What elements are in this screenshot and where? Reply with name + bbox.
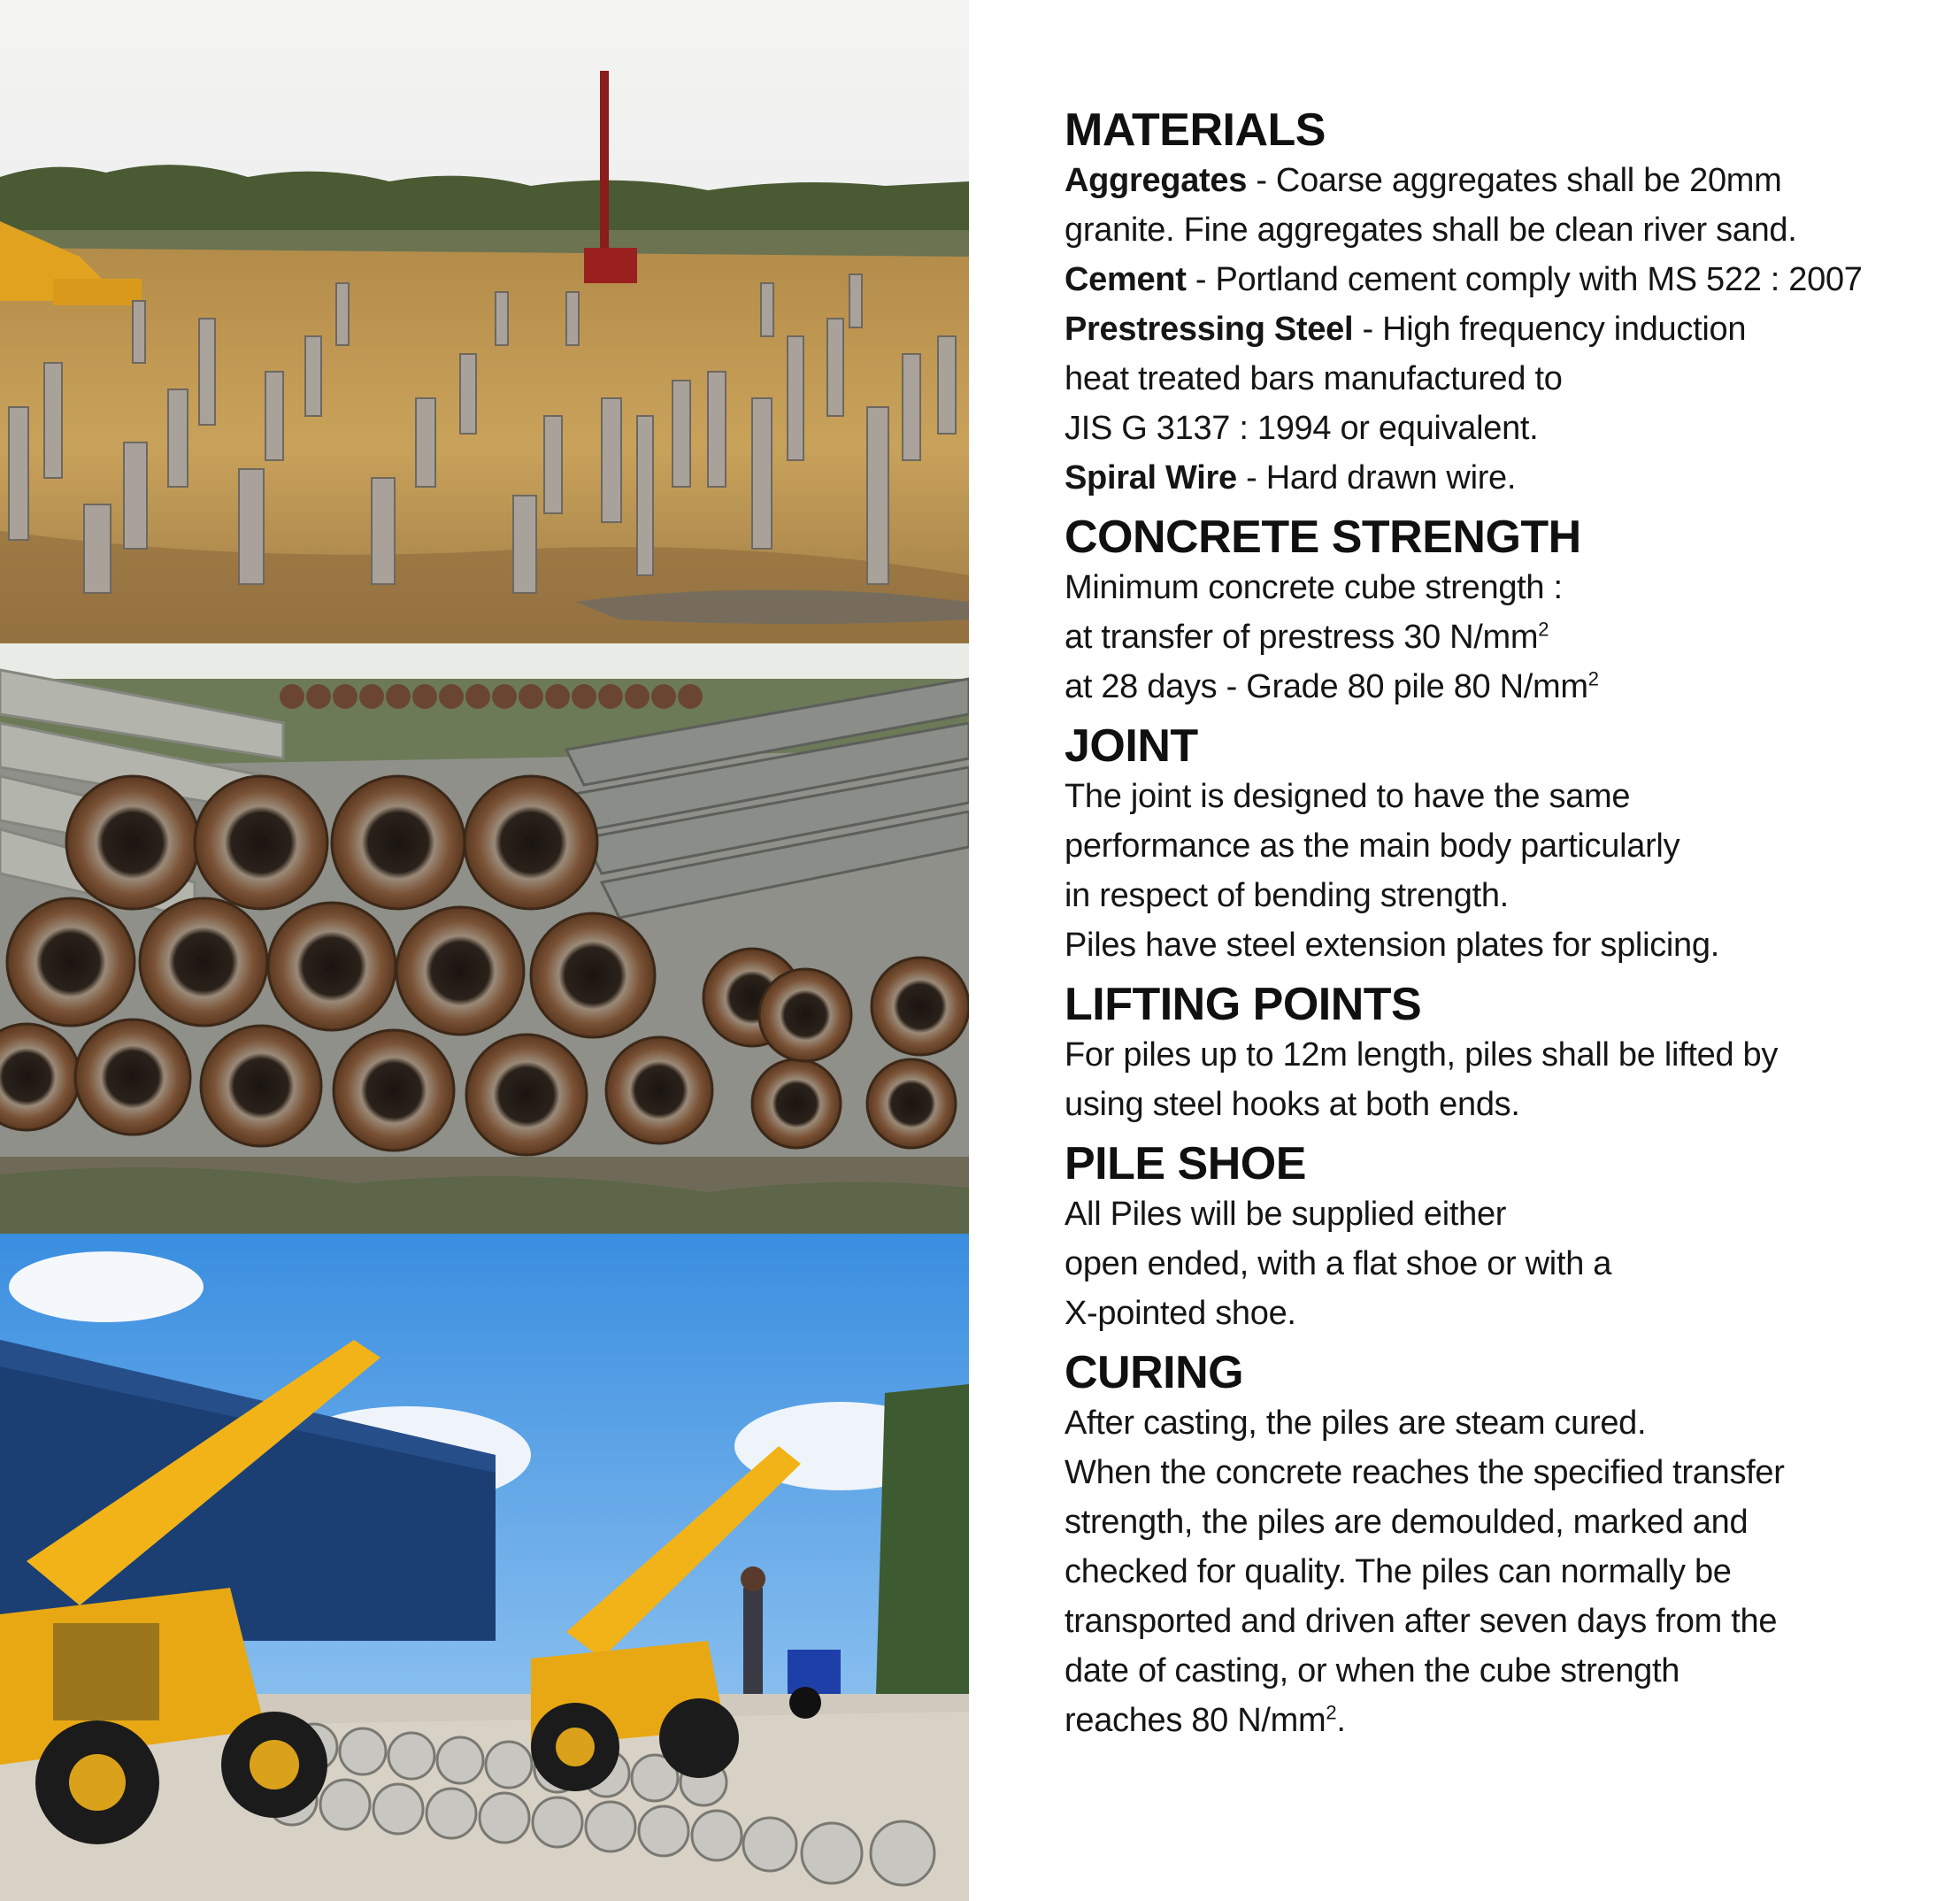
concrete-line-1: Minimum concrete cube strength : [1065, 569, 1563, 606]
wire-line [1065, 453, 1914, 503]
cement-text: - Portland cement comply with MS 522 : 2007 [1186, 261, 1863, 298]
pile-shoe-section [1065, 1138, 1914, 1338]
wire-term: Spiral Wire [1065, 459, 1237, 496]
curing-line-3: strength, the piles are demoulded, marked and [1065, 1504, 1749, 1541]
concrete-line-3-text: at 28 days - Grade 80 pile 80 N/mm [1065, 668, 1588, 705]
joint-line-3: in respect of bending strength. [1065, 877, 1509, 914]
steel-line-3: JIS G 3137 : 1994 or equivalent. [1065, 410, 1539, 447]
stacked-spun-piles-photo [0, 643, 969, 1234]
cement-line [1065, 255, 1914, 304]
superscript-2c: 2 [1326, 1701, 1337, 1724]
curing-line-2: When the concrete reaches the specified transfer [1065, 1454, 1785, 1491]
loaders-image [0, 1234, 969, 1901]
lifting-points-section [1065, 979, 1914, 1129]
aggregates-term: Aggregates [1065, 162, 1248, 199]
joint-section [1065, 720, 1914, 970]
specifications-text [1065, 104, 1914, 1754]
piling-site-image [0, 0, 969, 643]
shoe-line-2: open ended, with a flat shoe or with a [1065, 1245, 1612, 1282]
steel-term: Prestressing Steel [1065, 311, 1354, 348]
curing-section [1065, 1347, 1914, 1745]
steel-line-2: heat treated bars manufactured to [1065, 360, 1563, 397]
concrete-line-3 [1065, 662, 1914, 712]
lifting-line-2: using steel hooks at both ends. [1065, 1086, 1520, 1123]
pile-shoe-heading: PILE SHOE [1065, 1138, 1306, 1189]
curing-line-4: checked for quality. The piles can normally be [1065, 1553, 1732, 1590]
curing-line-7-end: . [1336, 1702, 1346, 1739]
curing-line-7 [1065, 1696, 1914, 1745]
concrete-line-2 [1065, 612, 1914, 662]
materials-section [1065, 104, 1914, 503]
shoe-line-3: X-pointed shoe. [1065, 1295, 1296, 1332]
joint-line-4: Piles have steel extension plates for splicing. [1065, 927, 1719, 964]
steel-line [1065, 304, 1914, 354]
superscript-2b: 2 [1587, 667, 1599, 690]
curing-line-5: transported and driven after seven days from the [1065, 1603, 1778, 1640]
piling-site-photo [0, 0, 969, 643]
wire-text: - Hard drawn wire. [1236, 459, 1517, 496]
pile-handling-loaders-photo [0, 1234, 969, 1901]
curing-line-6: date of casting, or when the cube strength [1065, 1652, 1680, 1689]
concrete-strength-section [1065, 512, 1914, 712]
joint-line-2: performance as the main body particularly [1065, 827, 1680, 865]
photo-column [0, 0, 969, 1901]
concrete-strength-heading: CONCRETE STRENGTH [1065, 512, 1581, 563]
lifting-line-1: For piles up to 12m length, piles shall be lifted by [1065, 1036, 1779, 1074]
curing-heading: CURING [1065, 1347, 1244, 1398]
materials-heading: MATERIALS [1065, 104, 1326, 156]
aggregates-line [1065, 156, 1914, 205]
lifting-points-heading: LIFTING POINTS [1065, 979, 1422, 1030]
shoe-line-1: All Piles will be supplied either [1065, 1196, 1507, 1233]
joint-heading: JOINT [1065, 720, 1198, 772]
aggregates-line-2: granite. Fine aggregates shall be clean river sand. [1065, 212, 1797, 249]
concrete-line-2-text: at transfer of prestress 30 N/mm [1065, 619, 1539, 656]
joint-line-1: The joint is designed to have the same [1065, 778, 1631, 815]
curing-line-7-text: reaches 80 N/mm [1065, 1702, 1326, 1739]
curing-line-1: After casting, the piles are steam cured. [1065, 1405, 1647, 1442]
aggregates-text: - Coarse aggregates shall be 20mm [1247, 162, 1782, 199]
cement-term: Cement [1065, 261, 1187, 298]
steel-text: - High frequency induction [1353, 311, 1747, 348]
stacked-piles-image [0, 643, 969, 1234]
superscript-2: 2 [1538, 618, 1549, 641]
